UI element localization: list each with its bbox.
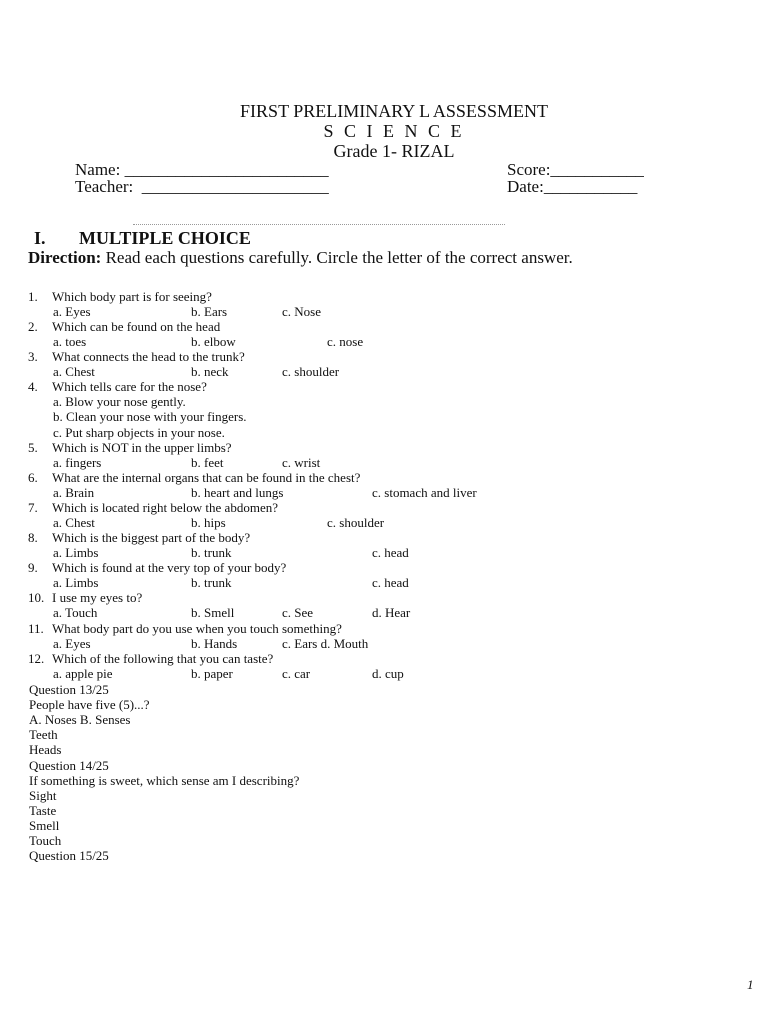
section-number: I. <box>34 228 46 248</box>
answer-option-c[interactable]: c. wrist <box>282 455 321 471</box>
answer-option-a[interactable]: a. Limbs <box>53 575 99 591</box>
answer-option-b[interactable]: b. hips <box>191 515 226 531</box>
question-text: Which tells care for the nose? <box>52 379 207 394</box>
question-text: What connects the head to the trunk? <box>52 349 245 364</box>
question-item <box>28 289 212 304</box>
answer-option-a[interactable]: a. Chest <box>53 364 95 380</box>
question-text: I use my eyes to? <box>52 590 143 605</box>
answer-option-a[interactable]: a. fingers <box>53 455 102 471</box>
name-field[interactable]: Name: ________________________ <box>75 160 329 179</box>
section-title: MULTIPLE CHOICE <box>79 228 251 248</box>
question-number: 6. <box>28 470 38 485</box>
question-item <box>28 590 142 605</box>
question-item <box>28 621 342 636</box>
question-text: Which body part is for seeing? <box>52 289 212 304</box>
answer-option-a[interactable]: a. Blow your nose gently. <box>53 394 186 410</box>
teacher-field[interactable]: Teacher: ______________________ <box>75 177 329 196</box>
answer-option-c[interactable]: c. head <box>372 545 409 561</box>
question-number: 3. <box>28 349 38 364</box>
answer-option-c[interactable]: c. See <box>282 605 314 621</box>
question-item <box>28 379 207 394</box>
dotted-divider <box>133 224 505 225</box>
question-text: Which is located right below the abdomen? <box>52 500 278 515</box>
worksheet-line: Question 14/25 <box>29 757 109 773</box>
answer-option-a[interactable]: a. Chest <box>53 515 95 531</box>
worksheet-line: Sight <box>29 787 57 803</box>
worksheet-line: Taste <box>29 802 57 818</box>
question-text: What are the internal organs that can be found in the chest? <box>52 470 361 485</box>
assessment-title: FIRST PRELIMINARY L ASSESSMENT <box>240 101 548 121</box>
direction-text <box>28 248 573 268</box>
direction-label: Direction: <box>28 248 102 267</box>
question-text: Which is found at the very top of your body? <box>52 560 287 575</box>
answer-option-b[interactable]: b. trunk <box>191 545 232 561</box>
answer-option-a[interactable]: a. Eyes <box>53 636 91 652</box>
worksheet-line: If something is sweet, which sense am I describing? <box>29 772 300 788</box>
worksheet-line: Teeth <box>29 727 58 743</box>
question-number: 12. <box>28 651 45 666</box>
question-text: What body part do you use when you touch something? <box>52 621 342 636</box>
question-number: 4. <box>28 379 38 394</box>
answer-option-c[interactable]: c. shoulder <box>327 515 385 531</box>
answer-option-c[interactable]: c. Put sharp objects in your nose. <box>53 424 225 440</box>
answer-option-c[interactable]: c. head <box>372 575 409 591</box>
answer-option-c[interactable]: c. Ears d. Mouth <box>282 636 369 652</box>
answer-option-a[interactable]: a. toes <box>53 334 87 350</box>
question-number: 1. <box>28 289 38 304</box>
question-number: 10. <box>28 590 45 605</box>
question-item <box>28 349 245 364</box>
worksheet-line: Heads <box>29 742 62 758</box>
answer-option-d[interactable]: d. Hear <box>372 605 411 621</box>
section-heading <box>34 228 251 248</box>
question-text: Which is the biggest part of the body? <box>52 530 251 545</box>
answer-option-a[interactable]: a. Brain <box>53 485 95 501</box>
question-number: 9. <box>28 560 38 575</box>
question-number: 2. <box>28 319 38 334</box>
worksheet-line: A. Noses B. Senses <box>29 712 131 728</box>
answer-option-b[interactable]: b. Clean your nose with your fingers. <box>53 409 247 425</box>
answer-option-a[interactable]: a. Limbs <box>53 545 99 561</box>
question-number: 11. <box>28 621 44 636</box>
question-item <box>28 530 250 545</box>
answer-option-b[interactable]: b. heart and lungs <box>191 485 284 501</box>
answer-option-b[interactable]: b. feet <box>191 455 224 471</box>
worksheet-line: Smell <box>29 817 60 833</box>
answer-option-b[interactable]: b. Hands <box>191 636 238 652</box>
answer-option-b[interactable]: b. neck <box>191 364 229 380</box>
answer-option-c[interactable]: c. stomach and liver <box>372 485 477 501</box>
worksheet-line: Touch <box>29 833 62 848</box>
answer-option-c[interactable]: c. Nose <box>282 304 321 320</box>
question-text: Which of the following that you can taste? <box>52 651 274 666</box>
question-item <box>28 440 232 455</box>
worksheet-line: Question 13/25 <box>29 682 109 697</box>
worksheet-line: People have five (5)...? <box>29 697 150 713</box>
answer-option-a[interactable]: a. apple pie <box>53 666 113 682</box>
answer-option-b[interactable]: b. Smell <box>191 605 235 621</box>
answer-option-b[interactable]: b. elbow <box>191 334 236 350</box>
question-number: 8. <box>28 530 38 545</box>
question-number: 7. <box>28 500 38 515</box>
answer-option-b[interactable]: b. Ears <box>191 304 228 320</box>
answer-option-c[interactable]: c. shoulder <box>282 364 340 380</box>
answer-option-c[interactable]: c. nose <box>327 334 364 350</box>
grade-title: Grade 1- RIZAL <box>333 141 455 161</box>
page-number: 1 <box>747 977 754 992</box>
worksheet-line: Question 15/25 <box>29 848 109 864</box>
answer-option-a[interactable]: a. Eyes <box>53 304 91 320</box>
score-field[interactable]: Score:___________ <box>507 160 644 179</box>
subject-title: S C I E N C E <box>323 121 465 141</box>
answer-option-d[interactable]: d. cup <box>372 666 404 682</box>
direction-body: Read each questions carefully. Circle the letter of the correct answer. <box>101 248 573 267</box>
question-item <box>28 560 286 575</box>
question-item <box>28 500 278 515</box>
date-field[interactable]: Date:___________ <box>507 177 638 196</box>
answer-option-b[interactable]: b. paper <box>191 666 233 682</box>
question-text: Which can be found on the head <box>52 319 221 334</box>
question-item <box>28 651 273 666</box>
answer-option-c[interactable]: c. car <box>282 666 311 682</box>
answer-option-a[interactable]: a. Touch <box>53 605 98 621</box>
question-text: Which is NOT in the upper limbs? <box>52 440 232 455</box>
question-item <box>28 319 220 334</box>
question-item <box>28 470 360 485</box>
question-number: 5. <box>28 440 38 455</box>
answer-option-b[interactable]: b. trunk <box>191 575 232 591</box>
